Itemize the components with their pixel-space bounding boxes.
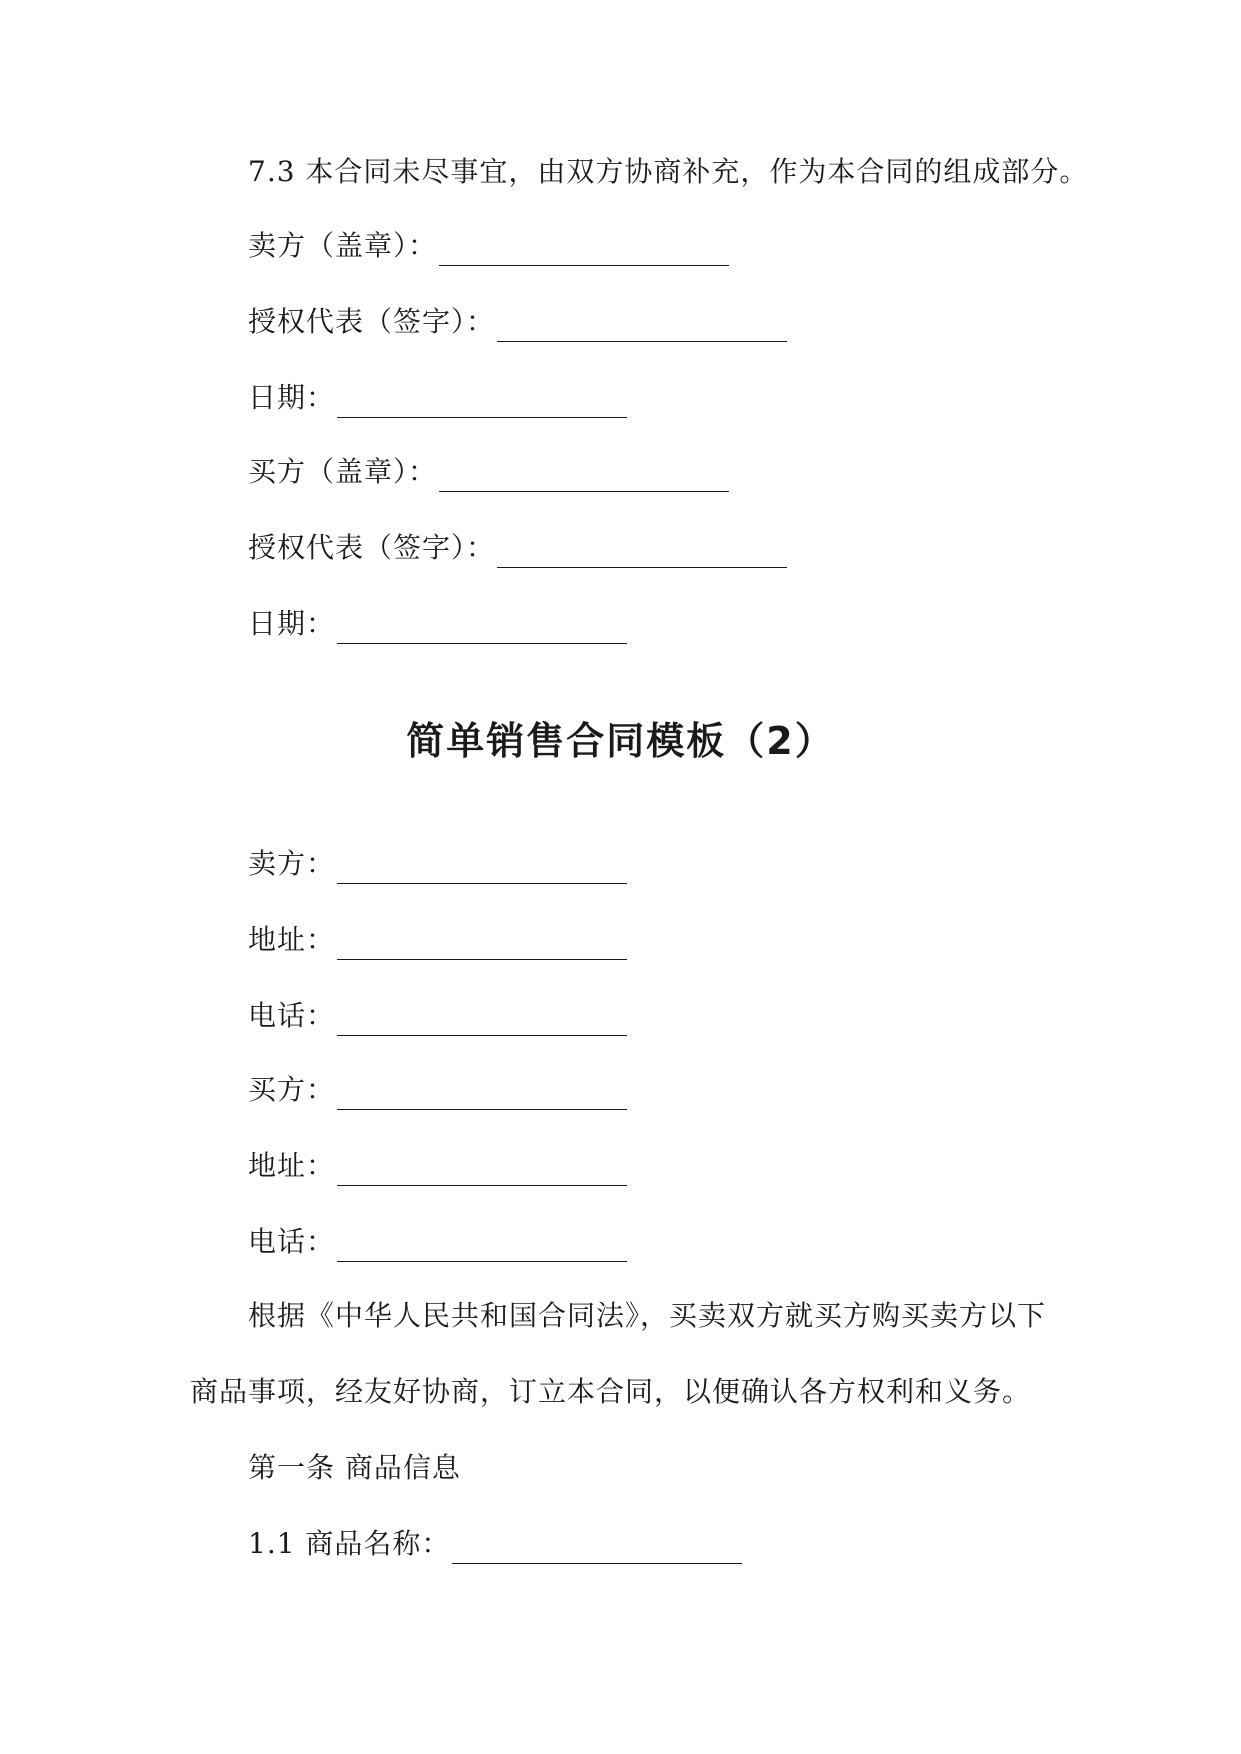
blank-line[interactable]: [337, 387, 627, 418]
field-label: 卖方（盖章）：: [248, 229, 438, 262]
field-label: 卖方：: [248, 847, 336, 880]
buyer-name-field: [248, 1070, 627, 1110]
blank-line[interactable]: [337, 929, 627, 960]
blank-line[interactable]: [452, 1533, 742, 1564]
blank-line[interactable]: [337, 853, 627, 884]
seller-name-field: [248, 844, 627, 884]
field-label: 授权代表（签字）：: [248, 531, 496, 564]
blank-line[interactable]: [497, 311, 787, 342]
product-name-field: [248, 1524, 742, 1564]
clause-7-3: 7.3 本合同未尽事宜，由双方协商补充，作为本合同的组成部分。: [248, 155, 1089, 188]
field-label: 买方：: [248, 1073, 336, 1106]
field-label: 地址：: [248, 923, 336, 956]
blank-line[interactable]: [497, 537, 787, 568]
intro-paragraph-line-1: 根据《中华人民共和国合同法》，买卖双方就买方购买卖方以下: [248, 1299, 1047, 1332]
blank-line[interactable]: [337, 613, 627, 644]
field-label: 日期：: [248, 607, 336, 640]
blank-line[interactable]: [439, 461, 729, 492]
buyer-phone-field: [248, 1222, 627, 1262]
blank-line[interactable]: [337, 1005, 627, 1036]
field-label: 电话：: [248, 999, 336, 1032]
field-label: 电话：: [248, 1225, 336, 1258]
seller-seal-field: [248, 226, 729, 266]
seller-date-field: [248, 378, 627, 418]
seller-rep-signature-field: [248, 302, 787, 342]
blank-line[interactable]: [337, 1155, 627, 1186]
field-label: 买方（盖章）：: [248, 455, 438, 488]
seller-phone-field: [248, 996, 627, 1036]
field-label: 日期：: [248, 381, 336, 414]
field-label: 1.1 商品名称：: [248, 1527, 451, 1560]
buyer-date-field: [248, 604, 627, 644]
contract-title: 简单销售合同模板（2）: [406, 719, 835, 763]
buyer-rep-signature-field: [248, 528, 787, 568]
blank-line[interactable]: [337, 1079, 627, 1110]
buyer-address-field: [248, 1146, 627, 1186]
field-label: 授权代表（签字）：: [248, 305, 496, 338]
blank-line[interactable]: [337, 1231, 627, 1262]
seller-address-field: [248, 920, 627, 960]
article-1-heading: 第一条 商品信息: [248, 1451, 461, 1484]
intro-paragraph-line-2: 商品事项，经友好协商，订立本合同，以便确认各方权利和义务。: [190, 1375, 1032, 1408]
field-label: 地址：: [248, 1149, 336, 1182]
buyer-seal-field: [248, 452, 729, 492]
blank-line[interactable]: [439, 235, 729, 266]
